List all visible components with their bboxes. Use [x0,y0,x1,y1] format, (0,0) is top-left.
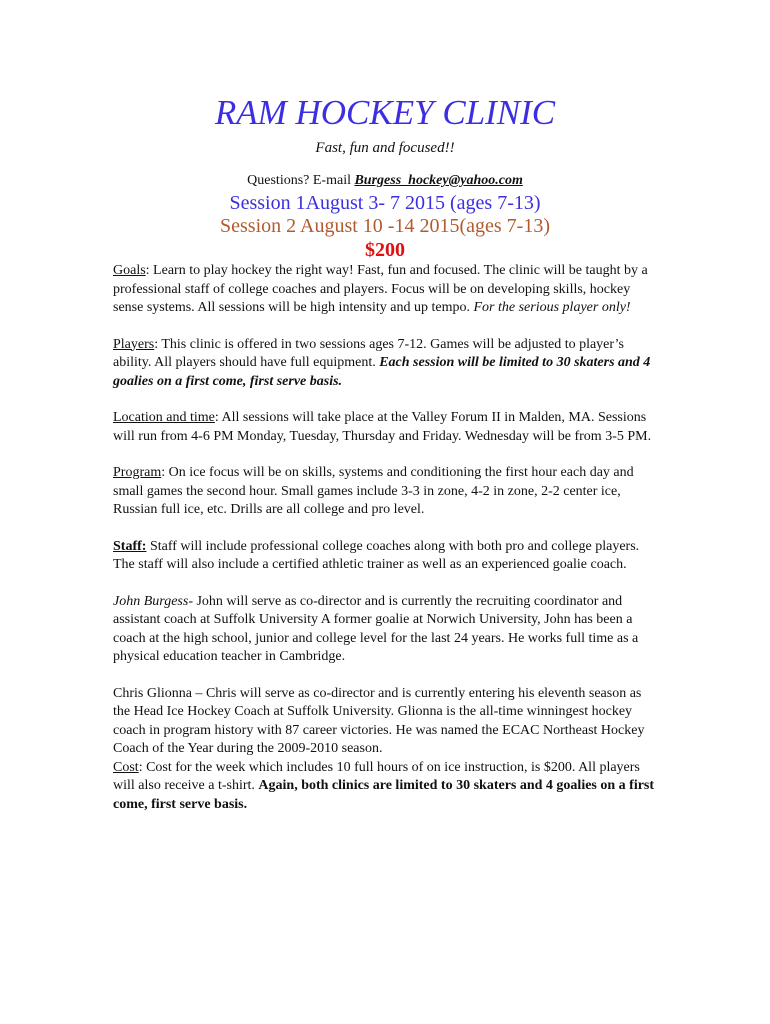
body-text [113,262,658,832]
players-paragraph [113,336,658,392]
program-paragraph [113,464,658,520]
cost-label: Cost [113,759,139,775]
burgess-text: - John will serve as co-director and is currently the recruiting coordinator and assistant coach at Suffolk University A former goalie at Norwich University, John has been a coach at the high school, junior and college level for the last 24 years. He works full time as a physical education teacher in Cambridge. [113,593,639,664]
players-text: : This clinic is offered in two sessions ages 7-12. Games will be adjusted to player’s ability. All players should have full equipment. [113,336,624,370]
goals-italic: For the serious player only! [473,300,631,315]
cost-text: : Cost for the week which includes 10 full hours of on ice instruction, is $200. All players will also receive a t-shirt. [113,759,640,793]
players-limit: Each session will be limited to 30 skaters and 4 goalies on a first come, first serve basis. [113,355,651,389]
cost-limit: Again, both clinics are limited to 30 skaters and 4 goalies on a first come, first serve basis. [113,778,655,812]
burgess-name: John Burgess [113,593,189,609]
program-label: Program [113,465,162,480]
burgess-paragraph [113,593,658,667]
session-1: Session 1August 3- 7 2015 (ages 7-13) [229,192,541,214]
goals-paragraph [113,262,658,318]
glionna-text: Chris Glionna – Chris will serve as co-director and is currently entering his eleventh season as the Head Ice Hockey Coach at Suffolk University. Glionna is the all-time winningest hockey coach in program history with 87 career victories. He was named the ECAC Northeast Hockey Coach of the Year during the 2009-2010 season. [113,685,645,756]
session-2: Session 2 August 10 -14 2015(ages 7-13) [220,215,550,237]
staff-text: Staff will include professional college coaches along with both pro and college players. The staff will also include a certified athletic trainer as well as an experienced goalie coach. [113,538,640,572]
price: $200 [365,239,405,261]
glionna-paragraph [113,685,658,759]
email-link[interactable]: Burgess_hockey@yahoo.com [354,173,523,188]
location-paragraph [113,409,658,446]
questions-prefix: Questions? E-mail [247,173,355,188]
staff-label: Staff: [113,538,147,554]
cost-paragraph [113,759,658,815]
goals-text: : Learn to play hockey the right way! Fast, fun and focused. The clinic will be taught by a professional staff of college coaches and players. Focus will be on developing skills, hockey sense systems. All sessions will be high intensity and up tempo. [113,263,648,315]
staff-paragraph [113,538,658,575]
page-title: RAM HOCKEY CLINIC [214,93,556,132]
header [0,92,770,262]
questions-line [0,172,770,190]
program-text: : On ice focus will be on skills, systems and conditioning the first hour each day and small games the second hour. Small games include 3-3 in zone, 4-2 in zone, 2-2 center ice, Russian full ice, etc. Drills are all college and pro level. [113,465,634,517]
players-label: Players [113,336,155,352]
tagline: Fast, fun and focused!! [315,140,455,156]
location-label: Location and time [113,410,215,425]
location-text: : All sessions will take place at the Valley Forum II in Malden, MA. Sessions will run from 4-6 PM Monday, Tuesday, Thursday and Friday. Wednesday will be from 3-5 PM. [113,410,652,444]
goals-label: Goals [113,263,146,278]
